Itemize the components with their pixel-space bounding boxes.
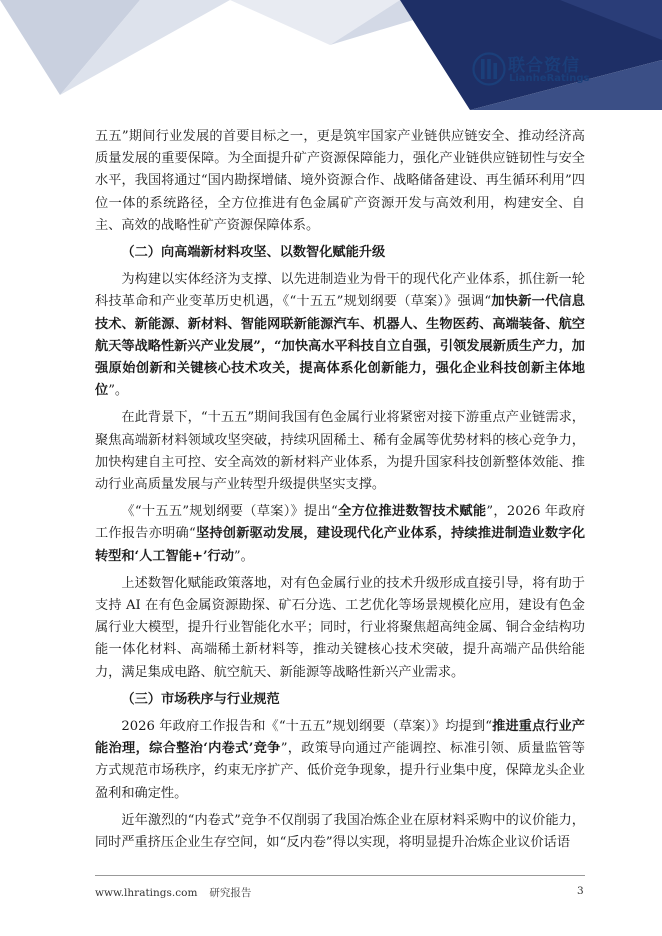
section-heading-new-materials: （二）向高端新材料攻坚、以数智化赋能升级 — [121, 245, 386, 261]
report-body — [95, 126, 585, 859]
paragraph-ai-application: 上述数智化赋能政策落地，对有色金属行业的技术升级形成直接引导，将有助于支持 AI 在有色金属资源勘探、矿石分选、工艺优化等场景规模化应用，建设有色金属行业大模型，提升行业智能化水平；同时，行业将聚焦超高纯金属、铜合金结构功能一体化材料、高端稀土新材料等，推动关键核心技术突破，提升高端产品供给能力，满足集成电路、航空航天、新能源等战略性新兴产业需求。 — [95, 575, 585, 680]
page-number: 3 — [577, 885, 584, 897]
footer-divider — [95, 875, 585, 876]
emphasis-digital-tech: 全方位推进数智技术赋能 — [337, 504, 487, 520]
logo-chinese-name: 联合资信 — [508, 56, 580, 76]
footer-url: www.lhratings.com — [95, 887, 198, 899]
emphasis-strategic-industries: 加快新一代信息技术、新能源、新材料、智能网联新能源汽车、机器人、生物医药、高端装备、航空航天等战略性新兴产业发展”，“加快高水平科技自立自强，引领发展新质生产力，加强原始创新和关键核心技术攻关，提高体系化创新能力，强化企业科技创新主体地位 — [95, 294, 585, 399]
paragraph-new-materials: 在此背景下，“十五五”期间我国有色金属行业将紧密对接下游重点产业链需求，聚焦高端新材料领域攻坚突破，持续巩固稀土、稀有金属等优势材料的核心竞争力，加快构建自主可控、安全高效的新材料产业体系，为提升国家科技创新整体效能、推动行业高质量发展与产业转型升级提供坚实支撑。 — [95, 410, 585, 493]
emphasis-anti-involution: 推进重点行业产能治理，综合整治‘内卷式’竞争 — [95, 719, 585, 757]
paragraph-competition: 近年激烈的“内卷式”竞争不仅削弱了我国冶炼企业在原材料采购中的议价能力，同时严重挤压企业生存空间，如“反内卷”得以实现，将明显提升冶炼企业议价话语 — [95, 812, 585, 851]
paragraph-capacity-governance: 2026 年政府工作报告和《“十五五”规划纲要（草案）》均提到“推进重点行业产能治理，综合整治‘内卷式’竞争”，政策导向通过产能调控、标准引领、质量监管等方式规范市场秩序，约束无序扩产、低价竞争现象，提升行业集中度，保障龙头企业盈利和确定性。 — [95, 719, 585, 801]
paragraph-digital-intelligence: 《“十五五”规划纲要（草案）》提出“全方位推进数智技术赋能”，2026 年政府工作报告亦明确“坚持创新驱动发展，建设现代化产业体系，持续推进制造业数字化转型和‘人工智能+’行动”。 — [95, 504, 586, 564]
lianhe-logo-icon — [472, 52, 506, 86]
footer-info — [95, 885, 251, 900]
emphasis-innovation-drive: 坚持创新驱动发展，建设现代化产业体系，持续推进制造业数字化转型和‘人工智能+’行动 — [95, 526, 586, 564]
logo-english-name: LianheRatings — [509, 73, 590, 84]
footer-doc-type: 研究报告 — [209, 887, 252, 899]
section-heading-market-order: （三）市场秩序与行业规范 — [121, 691, 280, 707]
paragraph-resource-security: 五五”期间行业发展的首要目标之一，更是筑牢国家产业链供应链安全、推动经济高质量发展的重要保障。为全面提升矿产资源保障能力，强化产业链供应链韧性与安全水平，我国将通过“国内勘探增储、境外资源合作、战略储备建设、再生循环利用”四位一体的系统路径，全方位推进有色金属矿产资源开发与高效利用，构建安全、自主、高效的战略性矿产资源保障体系。 — [95, 129, 585, 233]
company-logo — [472, 50, 592, 90]
paragraph-industry-system: 为构建以实体经济为支撑、以先进制造业为骨干的现代化产业体系，抓住新一轮科技革命和产业变革历史机遇，《“十五五”规划纲要（草案）》强调“加快新一代信息技术、新能源、新材料、智能网联新能源汽车、机器人、生物医药、高端装备、航空航天等战略性新兴产业发展”，“加快高水平科技自立自强，引领发展新质生产力，加强原始创新和关键核心技术攻关，提高体系化创新能力，强化企业科技创新主体地位”。 — [95, 272, 585, 399]
